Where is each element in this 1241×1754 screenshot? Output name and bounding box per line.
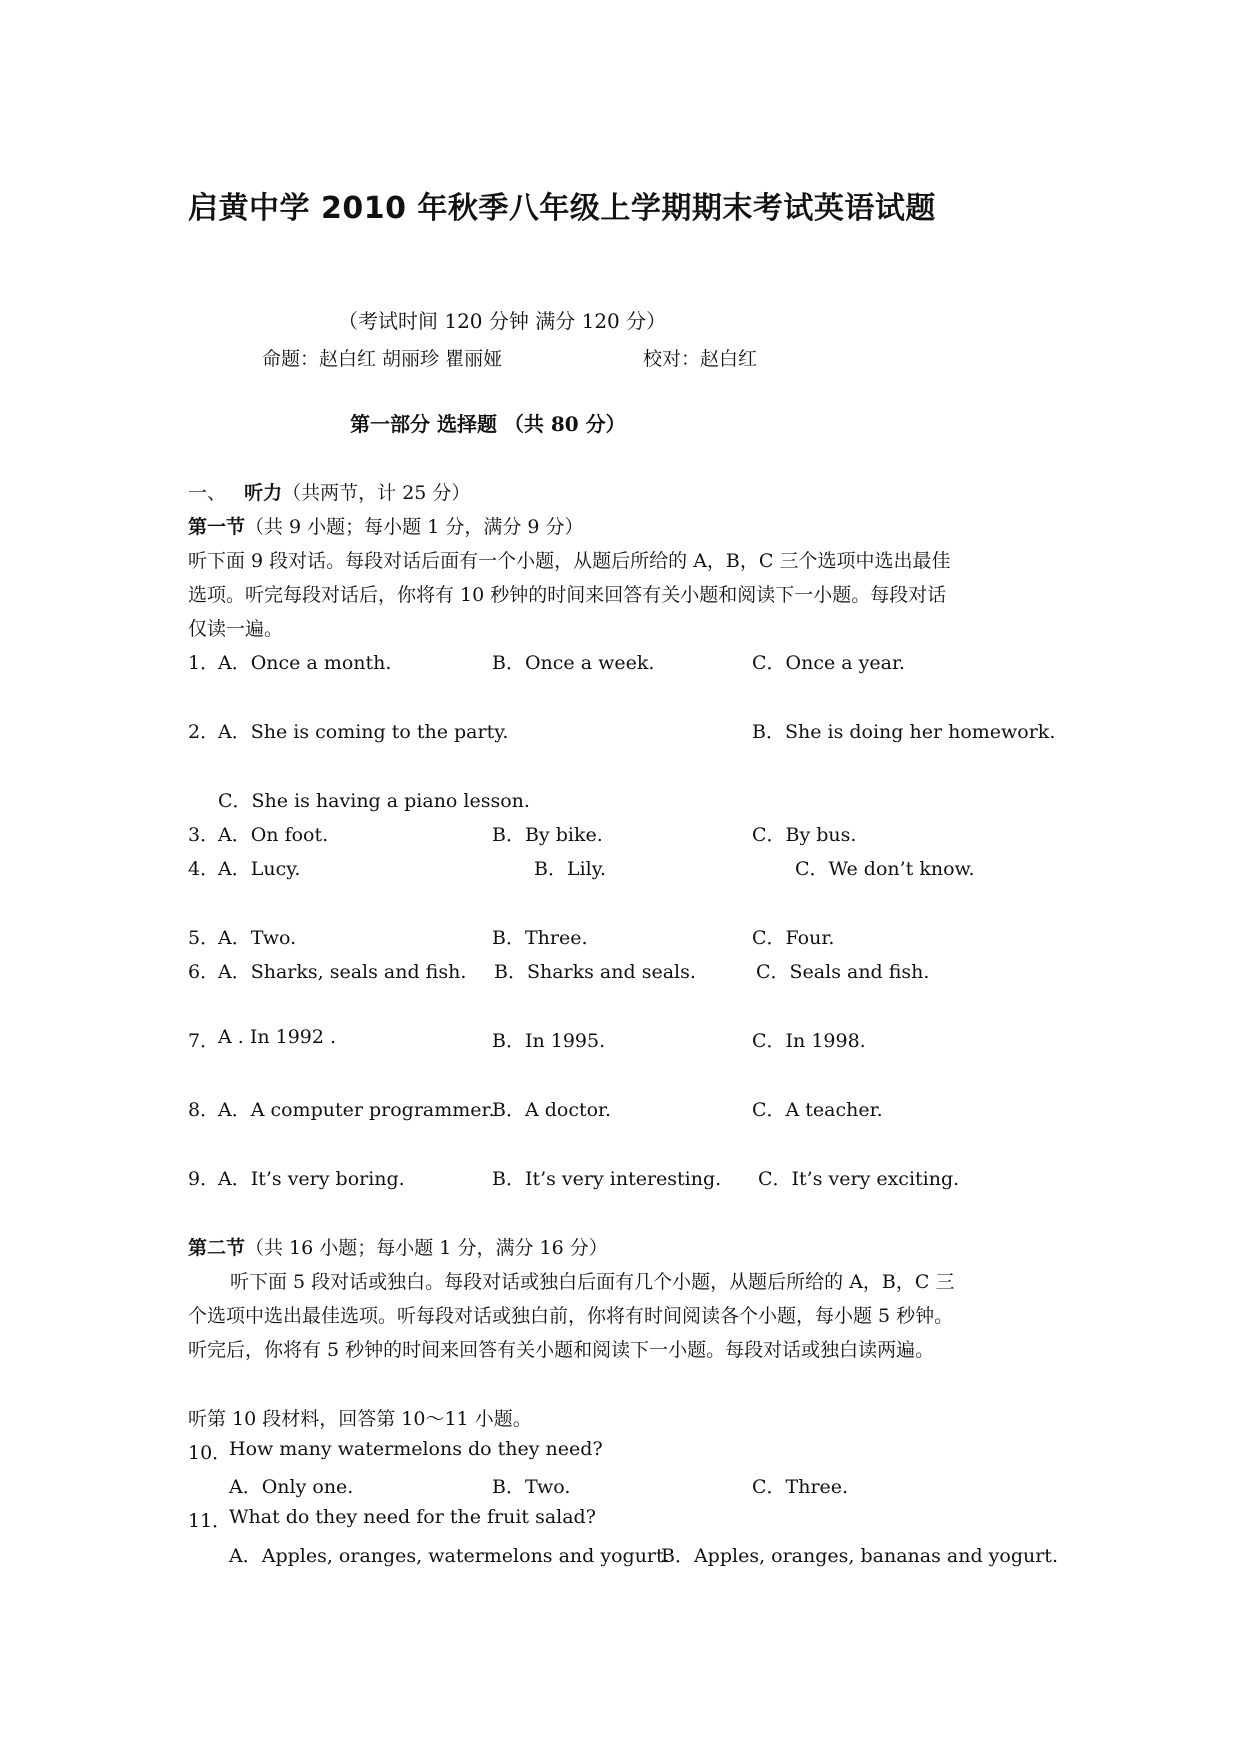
option-b: B．Lily. [534, 858, 606, 880]
question-number: 5． [188, 927, 220, 949]
option-a: A．Two. [218, 927, 297, 949]
option-b: B．A doctor. [492, 1099, 612, 1121]
option-c: C．By bus. [752, 824, 857, 846]
proofreader-label: 校对：赵白红 [643, 348, 758, 370]
option-b: B．Two. [492, 1476, 571, 1498]
question-number: 4． [188, 858, 220, 880]
question-number: 11． [188, 1510, 232, 1532]
instruction1-line: 选项。听完每段对话后，你将有 10 秒钟的时间来回答有关小题和阅读下一小题。每段对话 [188, 584, 947, 606]
exam-info: （考试时间 120 分钟 满分 120 分） [338, 309, 667, 333]
instruction1-line: 听下面 9 段对话。每段对话后面有一个小题，从题后所给的 A，B，C 三个选项中选出最佳 [188, 550, 951, 572]
option-c: C．In 1998. [752, 1030, 866, 1052]
instruction2-line: 听完后，你将有 5 秒钟的时间来回答有关小题和阅读下一小题。每段对话或独白读两遍。 [188, 1339, 935, 1361]
option-c: C．Seals and fish. [756, 961, 930, 983]
option-b: B．By bike. [492, 824, 603, 846]
option-a: A．Apples, oranges, watermelons and yogurt. [229, 1545, 670, 1567]
option-c: C．We don’t know. [795, 858, 975, 880]
question-number: 1． [188, 652, 220, 674]
authors-label: 命题：赵白红 胡丽珍 瞿丽娅 [262, 348, 503, 370]
question-number: 9． [188, 1168, 220, 1190]
question-number: 7． [188, 1030, 220, 1052]
subsection1-heading [188, 512, 584, 539]
subsection1-note: （共 9 小题；每小题 1 分，满分 9 分） [245, 516, 584, 538]
option-b: B．Three. [492, 927, 588, 949]
instruction2-line: 个选项中选出最佳选项。听每段对话或独白前，你将有时间阅读各个小题，每小题 5 秒钟。 [188, 1305, 954, 1327]
section1-note: （共两节，计 25 分） [282, 482, 471, 504]
option-b: B．It’s very interesting. [492, 1168, 722, 1190]
option-b: B．Once a week. [492, 652, 655, 674]
option-c: C．Once a year. [752, 652, 905, 674]
instruction2-line: 听下面 5 段对话或独白。每段对话或独白后面有几个小题，从题后所给的 A，B，C 三 [230, 1271, 955, 1293]
section1-number: 一、 [188, 482, 227, 504]
option-a: A．She is coming to the party. [218, 721, 509, 743]
option-c: C．She is having a piano lesson. [218, 790, 530, 812]
option-a: A．Once a month. [218, 652, 392, 674]
option-c: C．Four. [752, 927, 835, 949]
question-number: 3． [188, 824, 220, 846]
option-b: B．She is doing her homework. [752, 721, 1056, 743]
part1-heading: 第一部分 选择题 （共 80 分） [350, 412, 626, 436]
question-stem: How many watermelons do they need? [229, 1438, 603, 1460]
question-number: 10． [188, 1442, 232, 1464]
option-b: B．Sharks and seals. [494, 961, 696, 983]
option-a: A．Only one. [229, 1476, 354, 1498]
section1-title: 听力 [244, 482, 283, 504]
option-b: B．Apples, oranges, bananas and yogurt. [661, 1545, 1058, 1567]
option-c: C．It’s very exciting. [758, 1168, 960, 1190]
subsection2-title: 第二节 [188, 1237, 246, 1259]
question-stem: What do they need for the fruit salad? [229, 1506, 596, 1528]
option-a: A . In 1992 . [218, 1026, 337, 1048]
passage10-instruction: 听第 10 段材料，回答第 10～11 小题。 [188, 1408, 532, 1430]
option-a: A．A computer programmer. [218, 1099, 495, 1121]
option-a: A．Sharks, seals and fish. [218, 961, 467, 983]
option-a: A．It’s very boring. [218, 1168, 405, 1190]
page-title: 启黄中学 2010 年秋季八年级上学期期末考试英语试题 [188, 191, 936, 226]
option-c: C．Three. [752, 1476, 849, 1498]
question-number: 2． [188, 721, 220, 743]
option-b: B．In 1995. [492, 1030, 606, 1052]
instruction1-line: 仅读一遍。 [188, 618, 284, 640]
subsection2-note: （共 16 小题；每小题 1 分，满分 16 分） [245, 1237, 608, 1259]
question-number: 8． [188, 1099, 220, 1121]
option-a: A．On foot. [218, 824, 329, 846]
option-a: A．Lucy. [218, 858, 301, 880]
question-number: 6． [188, 961, 220, 983]
subsection1-title: 第一节 [188, 516, 246, 538]
section1-heading [188, 478, 470, 505]
option-c: C．A teacher. [752, 1099, 883, 1121]
subsection2-heading [188, 1233, 608, 1260]
